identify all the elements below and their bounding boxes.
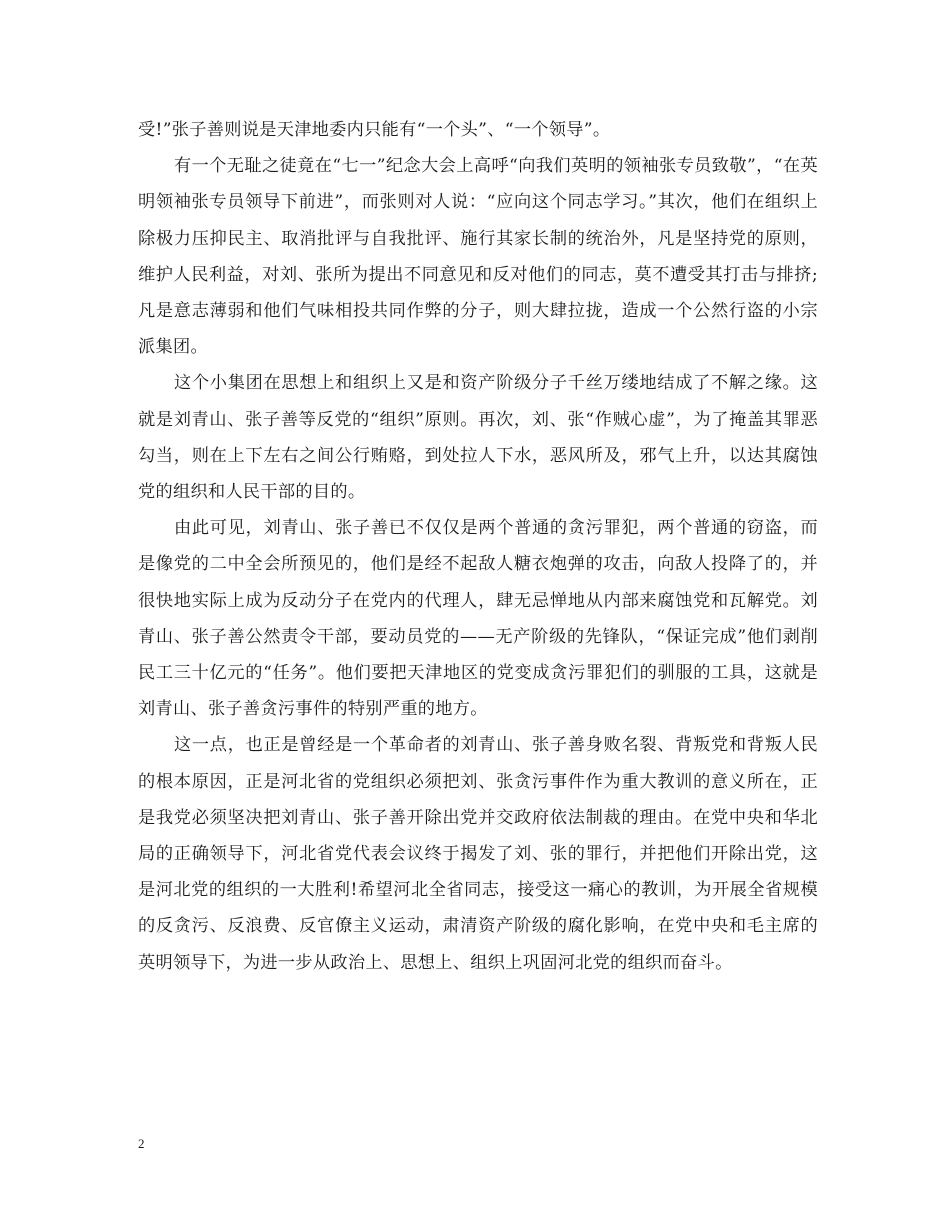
- paragraph-1: 受!”张子善则说是天津地委内只能有“一个头”、“一个领导”。: [138, 120, 611, 140]
- paragraph-5: 这一点，也正是曾经是一个革命者的刘青山、张子善身败名裂、背叛党和背叛人民的根本原因，正是河北省的党组织必须把刘、张贪污事件作为重大教训的意义所在，正是我党必须坚决把刘青山、张子善开除出党并交政府依法制裁的理由。在党中央和华北局的正确领导下，河北省党代表会议终于揭发了刘、张的罪行，并把他们开除出党，这是河北党的组织的一大胜利!希望河北全省同志，接受这一痛心的教训，为开展全省规模的反贪污、反浪费、反官僚主义运动，肃清资产阶级的腐化影响，在党中央和毛主席的英明领导下，为进一步从政治上、思想上、组织上巩固河北党的组织而奋斗。: [138, 735, 818, 973]
- paragraph-3: 这个小集团在思想上和组织上又是和资产阶级分子千丝万缕地结成了不解之缘。这就是刘青山、张子善等反党的“组织”原则。再次，刘、张“作贼心虚”，为了掩盖其罪恶勾当，则在上下左右之间公行贿赂，到处拉人下水，恶风所及，邪气上升，以达其腐蚀党的组织和人民干部的目的。: [138, 373, 818, 503]
- paragraph-2: 有一个无耻之徒竟在“七一”纪念大会上高呼“向我们英明的领袖张专员致敬”，“在英明领袖张专员领导下前进”，而张则对人说：“应向这个同志学习。”其次，他们在组织上除极力压抑民主、取消批评与自我批评、施行其家长制的统治外，凡是坚持党的原则，维护人民利益，对刘、张所为提出不同意见和反对他们的同志，莫不遭受其打击与排挤;凡是意志薄弱和他们气味相投共同作弊的分子，则大肆拉拢，造成一个公然行盗的小宗派集团。: [138, 156, 818, 358]
- page-number: 2: [138, 1136, 145, 1151]
- paragraph-4: 由此可见，刘青山、张子善已不仅仅是两个普通的贪污罪犯，两个普通的窃盗，而是像党的二中全会所预见的，他们是经不起敌人糖衣炮弹的攻击，向敌人投降了的，并很快地实际上成为反动分子在党内的代理人，肆无忌惮地从内部来腐蚀党和瓦解党。刘青山、张子善公然责令干部，要动员党的——无产阶级的先锋队，“保证完成”他们剥削民工三十亿元的“任务”。他们要把天津地区的党变成贪污罪犯们的驯服的工具，这就是刘青山、张子善贪污事件的特别严重的地方。: [138, 518, 818, 720]
- document-body: [138, 112, 818, 981]
